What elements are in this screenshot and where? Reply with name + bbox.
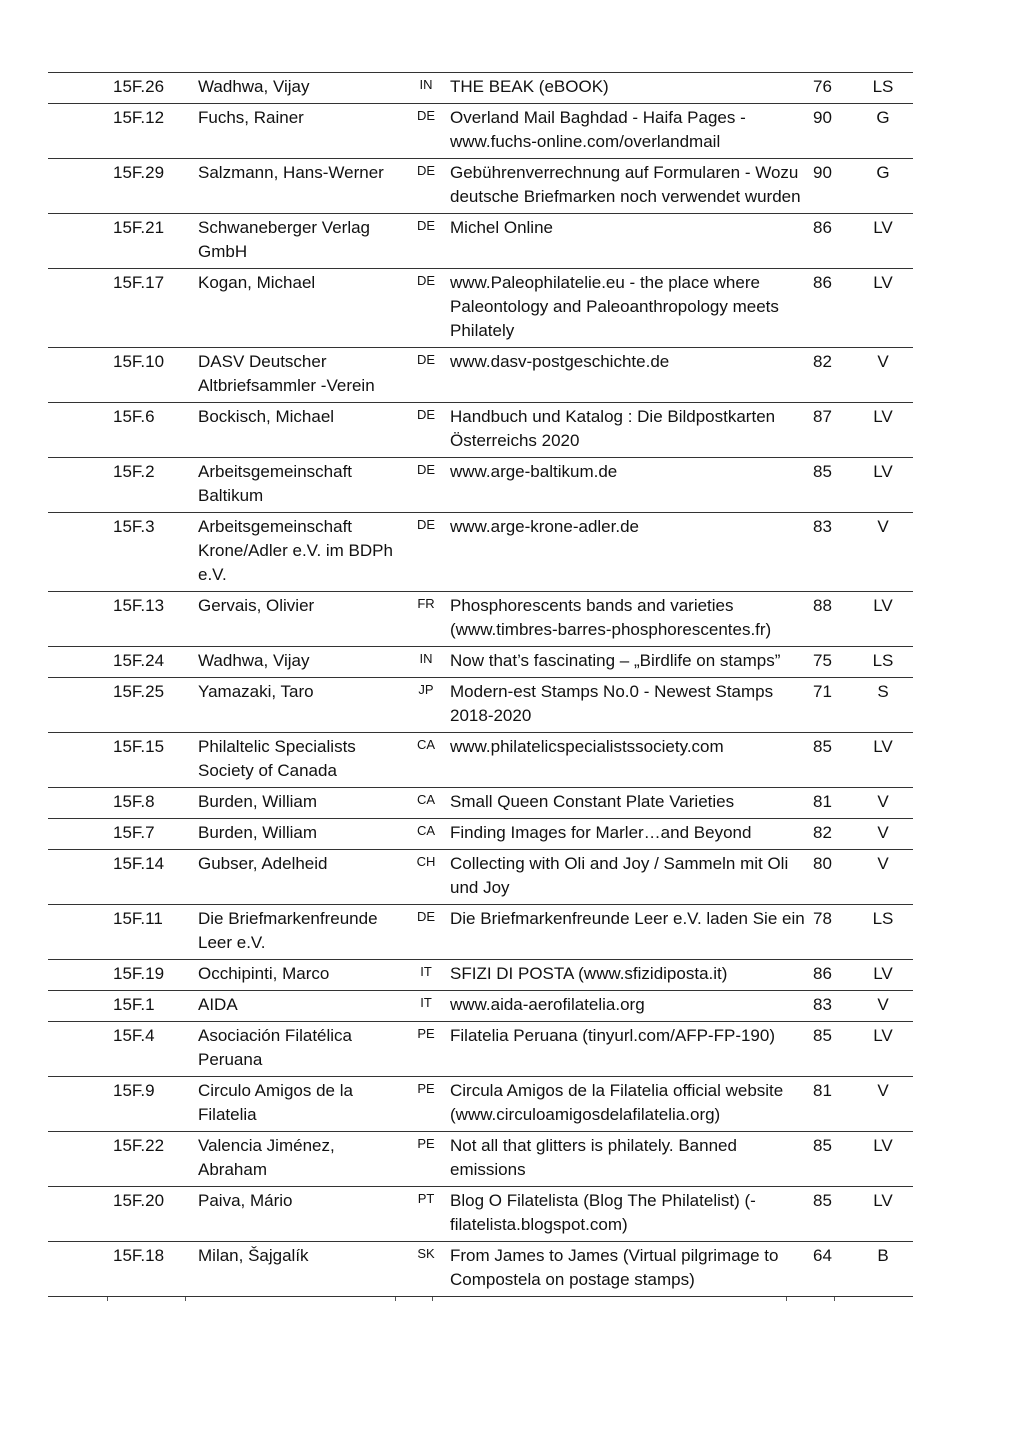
- points: 82: [813, 819, 853, 850]
- row-margin-cell: [48, 788, 108, 819]
- exhibit-number: 15F.12: [108, 104, 198, 159]
- exhibitor-name: Milan, Šajgalík: [198, 1242, 406, 1297]
- row-margin-cell: [48, 960, 108, 991]
- row-margin-cell: [48, 819, 108, 850]
- country-code: DE: [406, 104, 450, 159]
- table-row: [48, 159, 913, 214]
- tick-mark: [432, 1297, 433, 1301]
- exhibitor-name: Burden, William: [198, 819, 406, 850]
- exhibitor-name: Asociación Filatélica Peruana: [198, 1022, 406, 1077]
- medal-award: V: [853, 850, 913, 905]
- exhibit-number: 15F.22: [108, 1132, 198, 1187]
- exhibit-number: 15F.17: [108, 269, 198, 348]
- exhibitor-name: Circulo Amigos de la Filatelia: [198, 1077, 406, 1132]
- exhibitor-name: Kogan, Michael: [198, 269, 406, 348]
- row-margin-cell: [48, 458, 108, 513]
- document-page: [48, 72, 898, 1303]
- country-code: DE: [406, 905, 450, 960]
- row-margin-cell: [48, 850, 108, 905]
- exhibitor-name: Paiva, Mário: [198, 1187, 406, 1242]
- row-margin-cell: [48, 733, 108, 788]
- exhibit-number: 15F.2: [108, 458, 198, 513]
- row-margin-cell: [48, 269, 108, 348]
- row-margin-cell: [48, 73, 108, 104]
- table-row: [48, 960, 913, 991]
- row-margin-cell: [48, 991, 108, 1022]
- exhibit-number: 15F.13: [108, 592, 198, 647]
- exhibit-title: Phosphorescents bands and varieties (www.timbres-barres-phosphorescentes.fr): [450, 592, 813, 647]
- country-code: DE: [406, 159, 450, 214]
- medal-award: LV: [853, 1022, 913, 1077]
- exhibit-title: Handbuch und Katalog : Die Bildpostkarten Österreichs 2020: [450, 403, 813, 458]
- exhibit-title: Collecting with Oli and Joy / Sammeln mit Oli und Joy: [450, 850, 813, 905]
- medal-award: V: [853, 1077, 913, 1132]
- tick-mark: [834, 1297, 835, 1301]
- exhibit-title: Small Queen Constant Plate Varieties: [450, 788, 813, 819]
- points: 85: [813, 1022, 853, 1077]
- exhibit-number: 15F.3: [108, 513, 198, 592]
- exhibitor-name: Burden, William: [198, 788, 406, 819]
- row-margin-cell: [48, 647, 108, 678]
- country-code: IN: [406, 73, 450, 104]
- table-row: [48, 1022, 913, 1077]
- exhibit-number: 15F.4: [108, 1022, 198, 1077]
- points: 86: [813, 960, 853, 991]
- table-row: [48, 733, 913, 788]
- table-row: [48, 73, 913, 104]
- table-row: [48, 905, 913, 960]
- table-row: [48, 991, 913, 1022]
- country-code: PE: [406, 1132, 450, 1187]
- table-row: [48, 647, 913, 678]
- exhibit-title: www.aida-aerofilatelia.org: [450, 991, 813, 1022]
- points: 81: [813, 1077, 853, 1132]
- exhibitor-name: Philaltelic Specialists Society of Canada: [198, 733, 406, 788]
- medal-award: V: [853, 513, 913, 592]
- medal-award: LV: [853, 1187, 913, 1242]
- country-code: FR: [406, 592, 450, 647]
- table-row: [48, 269, 913, 348]
- exhibitor-name: Arbeitsgemeinschaft Baltikum: [198, 458, 406, 513]
- exhibit-title: SFIZI DI POSTA (www.sfizidiposta.it): [450, 960, 813, 991]
- exhibitor-name: Arbeitsgemeinschaft Krone/Adler e.V. im BDPh e.V.: [198, 513, 406, 592]
- table-row: [48, 214, 913, 269]
- country-code: DE: [406, 458, 450, 513]
- country-code: CH: [406, 850, 450, 905]
- points: 86: [813, 214, 853, 269]
- country-code: DE: [406, 348, 450, 403]
- table-row: [48, 348, 913, 403]
- exhibitor-name: Die Briefmarkenfreunde Leer e.V.: [198, 905, 406, 960]
- points: 71: [813, 678, 853, 733]
- points: 85: [813, 458, 853, 513]
- points: 75: [813, 647, 853, 678]
- table-row: [48, 104, 913, 159]
- exhibitor-name: Valencia Jiménez, Abraham: [198, 1132, 406, 1187]
- row-margin-cell: [48, 1077, 108, 1132]
- exhibit-number: 15F.26: [108, 73, 198, 104]
- table-body: [48, 73, 913, 1297]
- medal-award: LV: [853, 269, 913, 348]
- exhibit-title: Gebührenverrechnung auf Formularen - Wozu deutsche Briefmarken noch verwendet wurden: [450, 159, 813, 214]
- row-margin-cell: [48, 1022, 108, 1077]
- exhibit-title: Die Briefmarkenfreunde Leer e.V. laden Sie ein: [450, 905, 813, 960]
- exhibit-title: Not all that glitters is philately. Banned emissions: [450, 1132, 813, 1187]
- medal-award: G: [853, 159, 913, 214]
- points: 81: [813, 788, 853, 819]
- table-row: [48, 1242, 913, 1297]
- country-code: CA: [406, 819, 450, 850]
- country-code: IT: [406, 960, 450, 991]
- medal-award: LV: [853, 592, 913, 647]
- row-margin-cell: [48, 678, 108, 733]
- tick-mark: [185, 1297, 186, 1301]
- exhibit-title: Now that’s fascinating – „Birdlife on stamps”: [450, 647, 813, 678]
- table-row: [48, 513, 913, 592]
- exhibit-number: 15F.20: [108, 1187, 198, 1242]
- points: 80: [813, 850, 853, 905]
- exhibit-number: 15F.29: [108, 159, 198, 214]
- exhibit-number: 15F.21: [108, 214, 198, 269]
- country-code: DE: [406, 214, 450, 269]
- points: 85: [813, 733, 853, 788]
- tick-mark: [107, 1297, 108, 1301]
- exhibitor-name: Wadhwa, Vijay: [198, 73, 406, 104]
- points: 76: [813, 73, 853, 104]
- row-margin-cell: [48, 104, 108, 159]
- table-row: [48, 819, 913, 850]
- table-row: [48, 403, 913, 458]
- exhibit-number: 15F.1: [108, 991, 198, 1022]
- country-code: CA: [406, 733, 450, 788]
- points: 85: [813, 1132, 853, 1187]
- row-margin-cell: [48, 403, 108, 458]
- exhibitor-name: Occhipinti, Marco: [198, 960, 406, 991]
- row-margin-cell: [48, 513, 108, 592]
- exhibitor-name: Wadhwa, Vijay: [198, 647, 406, 678]
- points: 86: [813, 269, 853, 348]
- country-code: DE: [406, 269, 450, 348]
- exhibitor-name: Gervais, Olivier: [198, 592, 406, 647]
- table-row: [48, 1132, 913, 1187]
- exhibit-number: 15F.24: [108, 647, 198, 678]
- medal-award: LV: [853, 733, 913, 788]
- country-code: IT: [406, 991, 450, 1022]
- country-code: SK: [406, 1242, 450, 1297]
- medal-award: V: [853, 991, 913, 1022]
- exhibitor-name: AIDA: [198, 991, 406, 1022]
- exhibitor-name: Bockisch, Michael: [198, 403, 406, 458]
- points: 78: [813, 905, 853, 960]
- exhibit-results-table: [48, 72, 913, 1297]
- exhibit-title: Finding Images for Marler…and Beyond: [450, 819, 813, 850]
- exhibit-title: Filatelia Peruana (tinyurl.com/AFP-FP-190): [450, 1022, 813, 1077]
- exhibit-title: Overland Mail Baghdad - Haifa Pages - www.fuchs-online.com/overlandmail: [450, 104, 813, 159]
- exhibit-number: 15F.25: [108, 678, 198, 733]
- exhibit-title: Michel Online: [450, 214, 813, 269]
- country-code: PT: [406, 1187, 450, 1242]
- exhibit-number: 15F.10: [108, 348, 198, 403]
- medal-award: LS: [853, 647, 913, 678]
- exhibit-number: 15F.11: [108, 905, 198, 960]
- table-row: [48, 678, 913, 733]
- exhibit-title: www.arge-krone-adler.de: [450, 513, 813, 592]
- exhibitor-name: Gubser, Adelheid: [198, 850, 406, 905]
- exhibit-title: www.philatelicspecialistssociety.com: [450, 733, 813, 788]
- exhibit-title: Circula Amigos de la Filatelia official website (www.circuloamigosdelafilatelia.org): [450, 1077, 813, 1132]
- points: 90: [813, 104, 853, 159]
- row-margin-cell: [48, 159, 108, 214]
- exhibit-title: Modern-est Stamps No.0 - Newest Stamps 2018-2020: [450, 678, 813, 733]
- exhibitor-name: Fuchs, Rainer: [198, 104, 406, 159]
- row-margin-cell: [48, 1132, 108, 1187]
- table-row: [48, 850, 913, 905]
- exhibit-number: 15F.7: [108, 819, 198, 850]
- country-code: JP: [406, 678, 450, 733]
- exhibit-title: Blog O Filatelista (Blog The Philatelist) (-filatelista.blogspot.com): [450, 1187, 813, 1242]
- medal-award: LV: [853, 1132, 913, 1187]
- points: 64: [813, 1242, 853, 1297]
- country-code: DE: [406, 403, 450, 458]
- exhibit-number: 15F.9: [108, 1077, 198, 1132]
- table-row: [48, 458, 913, 513]
- medal-award: LV: [853, 214, 913, 269]
- country-code: PE: [406, 1077, 450, 1132]
- points: 87: [813, 403, 853, 458]
- country-code: IN: [406, 647, 450, 678]
- exhibit-title: www.arge-baltikum.de: [450, 458, 813, 513]
- exhibit-title: www.dasv-postgeschichte.de: [450, 348, 813, 403]
- medal-award: V: [853, 348, 913, 403]
- points: 88: [813, 592, 853, 647]
- medal-award: LV: [853, 458, 913, 513]
- table-row: [48, 1187, 913, 1242]
- row-margin-cell: [48, 1242, 108, 1297]
- exhibit-number: 15F.15: [108, 733, 198, 788]
- points: 82: [813, 348, 853, 403]
- exhibit-number: 15F.19: [108, 960, 198, 991]
- medal-award: V: [853, 819, 913, 850]
- tick-mark: [395, 1297, 396, 1301]
- exhibitor-name: Yamazaki, Taro: [198, 678, 406, 733]
- points: 85: [813, 1187, 853, 1242]
- exhibit-number: 15F.14: [108, 850, 198, 905]
- column-ticks: [48, 1297, 898, 1303]
- points: 83: [813, 991, 853, 1022]
- medal-award: LS: [853, 905, 913, 960]
- country-code: CA: [406, 788, 450, 819]
- exhibitor-name: Salzmann, Hans-Werner: [198, 159, 406, 214]
- row-margin-cell: [48, 905, 108, 960]
- medal-award: G: [853, 104, 913, 159]
- row-margin-cell: [48, 1187, 108, 1242]
- medal-award: B: [853, 1242, 913, 1297]
- table-row: [48, 1077, 913, 1132]
- medal-award: V: [853, 788, 913, 819]
- table-row: [48, 788, 913, 819]
- points: 83: [813, 513, 853, 592]
- medal-award: LV: [853, 960, 913, 991]
- exhibit-title: THE BEAK (eBOOK): [450, 73, 813, 104]
- country-code: PE: [406, 1022, 450, 1077]
- medal-award: S: [853, 678, 913, 733]
- exhibit-number: 15F.18: [108, 1242, 198, 1297]
- table-row: [48, 592, 913, 647]
- row-margin-cell: [48, 592, 108, 647]
- tick-mark: [786, 1297, 787, 1301]
- medal-award: LV: [853, 403, 913, 458]
- exhibit-title: From James to James (Virtual pilgrimage to Compostela on postage stamps): [450, 1242, 813, 1297]
- medal-award: LS: [853, 73, 913, 104]
- country-code: DE: [406, 513, 450, 592]
- exhibitor-name: DASV Deutscher Altbriefsammler -Verein: [198, 348, 406, 403]
- exhibit-number: 15F.6: [108, 403, 198, 458]
- exhibit-title: www.Paleophilatelie.eu - the place where Paleontology and Paleoanthropology meets Philately: [450, 269, 813, 348]
- exhibit-number: 15F.8: [108, 788, 198, 819]
- row-margin-cell: [48, 214, 108, 269]
- points: 90: [813, 159, 853, 214]
- exhibitor-name: Schwaneberger Verlag GmbH: [198, 214, 406, 269]
- row-margin-cell: [48, 348, 108, 403]
